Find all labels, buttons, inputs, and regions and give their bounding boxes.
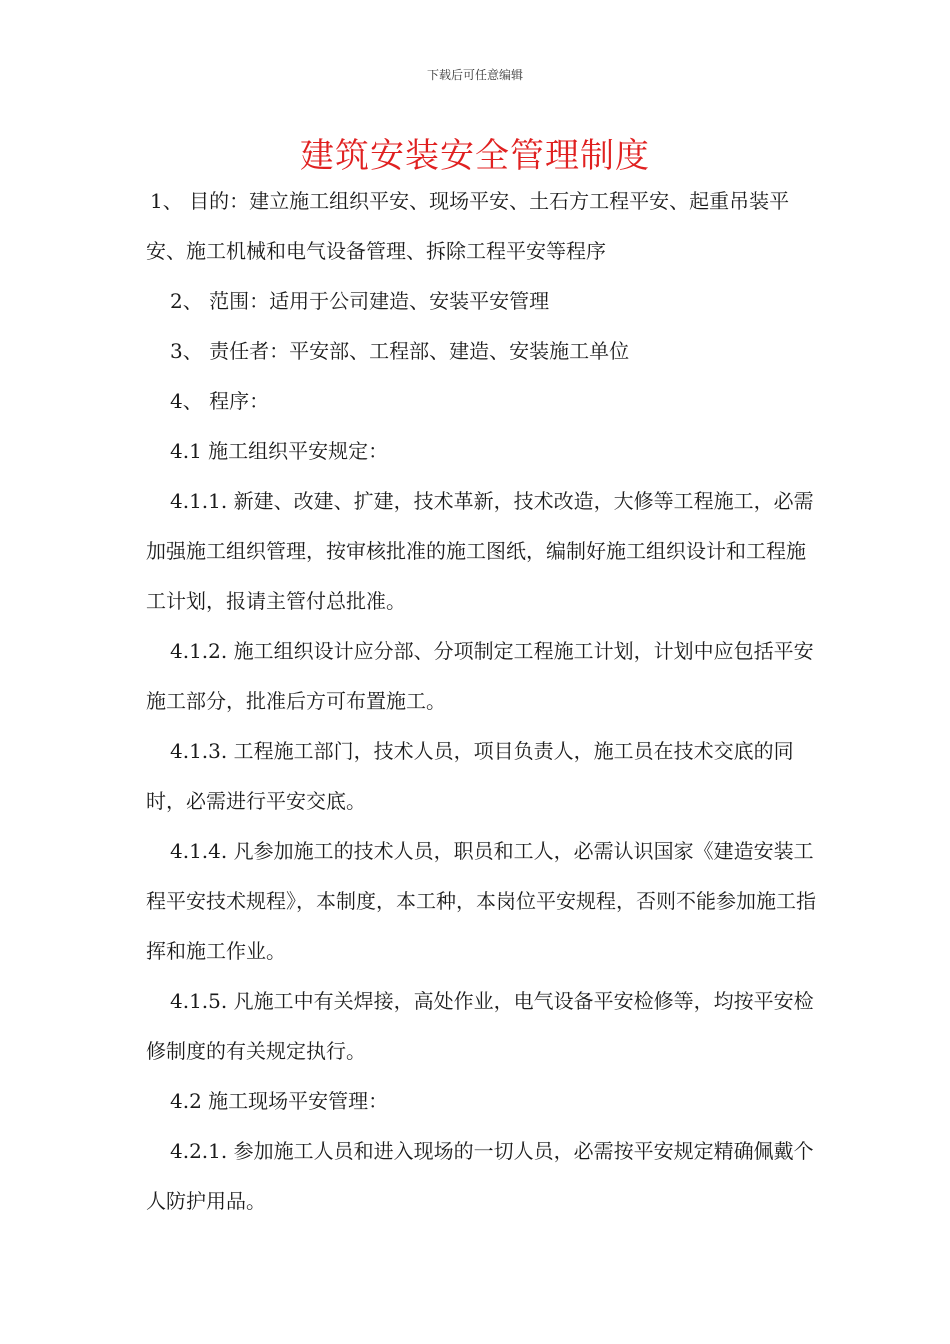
paragraph-scope: 2、 范围：适用于公司建造、安装平安管理 [170, 289, 550, 313]
document-title: 建筑安装安全管理制度 [300, 136, 650, 176]
paragraph-4-1-4: 4.1.4. 凡参加施工的技术人员，职员和工人，必需认识国家《建造安装工程平安技术规程》，本制度，本工种，本岗位平安规程，否则不能参加施工指挥和施工作业。 [146, 839, 816, 963]
paragraph-4-1-3: 4.1.3. 工程施工部门，技术人员，项目负责人，施工员在技术交底的同时，必需进行平安交底。 [146, 739, 794, 813]
section-heading-4-2: 4.2 施工现场平安管理： [170, 1089, 389, 1113]
paragraph-4-1-5: 4.1.5. 凡施工中有关焊接，高处作业，电气设备平安检修等，均按平安检修制度的有关规定执行。 [146, 989, 814, 1063]
paragraph-4-2-1: 4.2.1. 参加施工人员和进入现场的一切人员，必需按平安规定精确佩戴个人防护用品。 [146, 1139, 814, 1213]
document-body [146, 176, 820, 1226]
paragraph-responsible: 3、 责任者：平安部、工程部、建造、安装施工单位 [170, 339, 630, 363]
paragraph-procedure: 4、 程序： [170, 389, 270, 413]
section-heading-4-1: 4.1 施工组织平安规定： [170, 439, 389, 463]
paragraph-4-1-1: 4.1.1. 新建、改建、扩建，技术革新，技术改造，大修等工程施工，必需加强施工组织管理，按审核批准的施工图纸，编制好施工组织设计和工程施工计划，报请主管付总批准。 [146, 489, 814, 613]
paragraph-4-1-2: 4.1.2. 施工组织设计应分部、分项制定工程施工计划，计划中应包括平安施工部分，批准后方可布置施工。 [146, 639, 814, 713]
paragraph-purpose: 1、 目的：建立施工组织平安、现场平安、土石方工程平安、起重吊装平安、施工机械和电气设备管理、拆除工程平安等程序 [146, 189, 790, 263]
header-note: 下载后可任意编辑 [426, 68, 523, 82]
